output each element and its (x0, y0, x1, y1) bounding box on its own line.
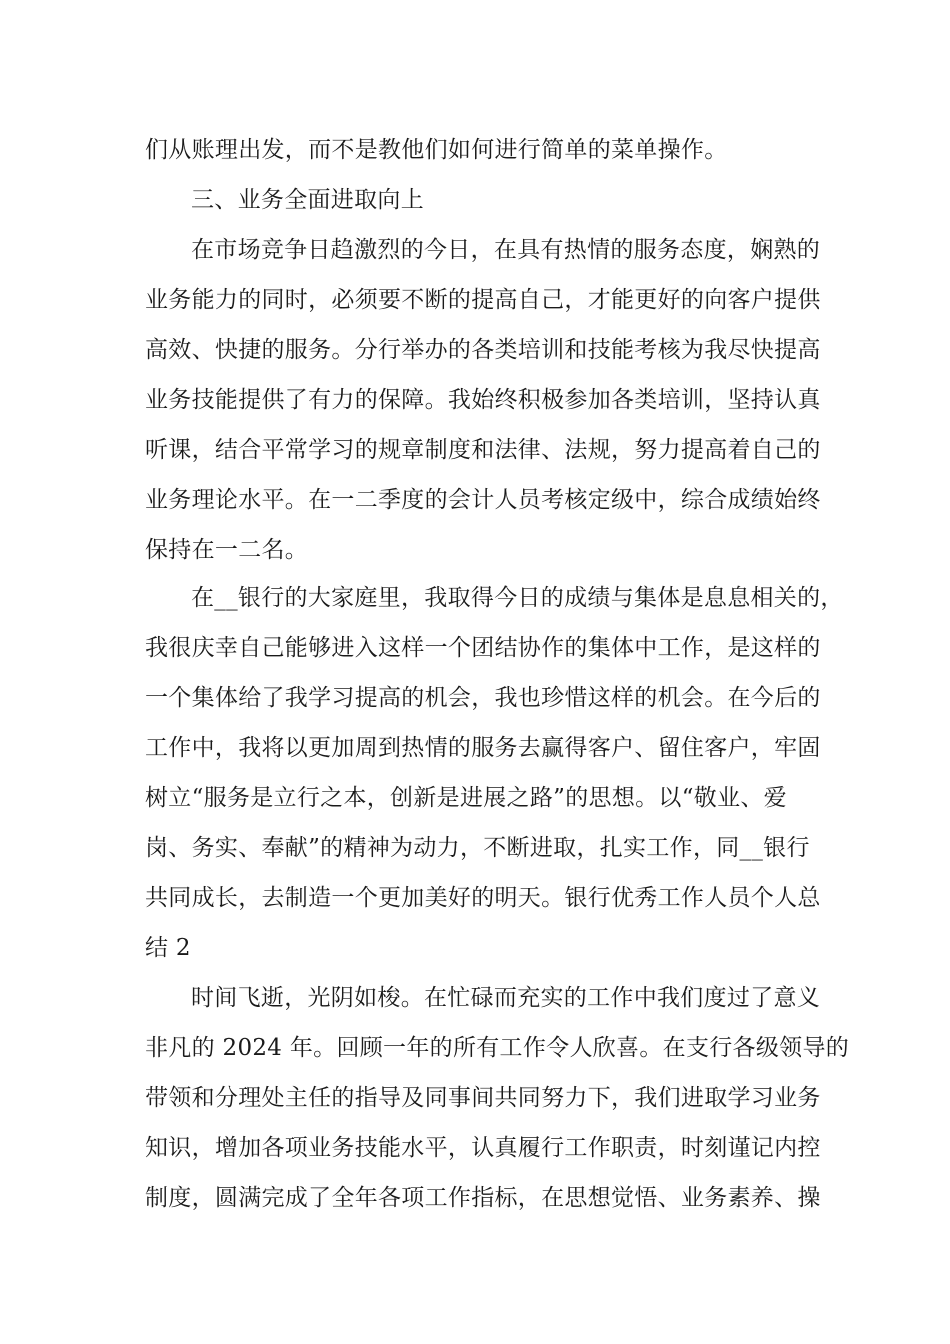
text-line: 树立“服务是立行之本，创新是进展之路”的思想。以“敬业、爱 (145, 785, 787, 811)
text-line: 结 2 (145, 935, 191, 961)
text-line: 共同成长，去制造一个更加美好的明天。银行优秀工作人员个人总 (145, 885, 821, 911)
text-line: 我很庆幸自己能够进入这样一个团结协作的集体中工作，是这样的 (145, 635, 821, 661)
text-line: 时间飞逝，光阴如梭。在忙碌而充实的工作中我们度过了意义 (191, 985, 821, 1011)
text-line: 岗、务实、奉献”的精神为动力，不断进取，扎实工作，同__银行 (145, 835, 810, 861)
text-line: 保持在一二名。 (145, 537, 309, 563)
text-line: 业务能力的同时，必须要不断的提高自己，才能更好的向客户提供 (145, 287, 821, 313)
text-line: 业务理论水平。在一二季度的会计人员考核定级中，综合成绩始终 (145, 487, 821, 513)
text-line: 在市场竞争日趋激烈的今日，在具有热情的服务态度，娴熟的 (191, 237, 821, 263)
text-line: 制度，圆满完成了全年各项工作指标，在思想觉悟、业务素养、操 (145, 1185, 821, 1211)
text-line: 在__银行的大家庭里，我取得今日的成绩与集体是息息相关的， (191, 585, 844, 611)
text-line: 工作中，我将以更加周到热情的服务去赢得客户、留住客户，牢固 (145, 735, 821, 761)
text-line: 带领和分理处主任的指导及同事间共同努力下，我们进取学习业务 (145, 1085, 821, 1111)
text-line: 听课，结合平常学习的规章制度和法律、法规，努力提高着自己的 (145, 437, 821, 463)
text-line: 业务技能提供了有力的保障。我始终积极参加各类培训，坚持认真 (145, 387, 821, 413)
text-line: 知识，增加各项业务技能水平，认真履行工作职责，时刻谨记内控 (145, 1135, 821, 1161)
text-line: 一个集体给了我学习提高的机会，我也珍惜这样的机会。在今后的 (145, 685, 821, 711)
text-line: 非凡的 2024 年。回顾一年的所有工作令人欣喜。在支行各级领导的 (145, 1035, 850, 1061)
section-heading: 三、业务全面进取向上 (191, 187, 424, 213)
text-line: 高效、快捷的服务。分行举办的各类培训和技能考核为我尽快提高 (145, 337, 821, 363)
text-line: 们从账理出发，而不是教他们如何进行简单的菜单操作。 (145, 137, 728, 163)
